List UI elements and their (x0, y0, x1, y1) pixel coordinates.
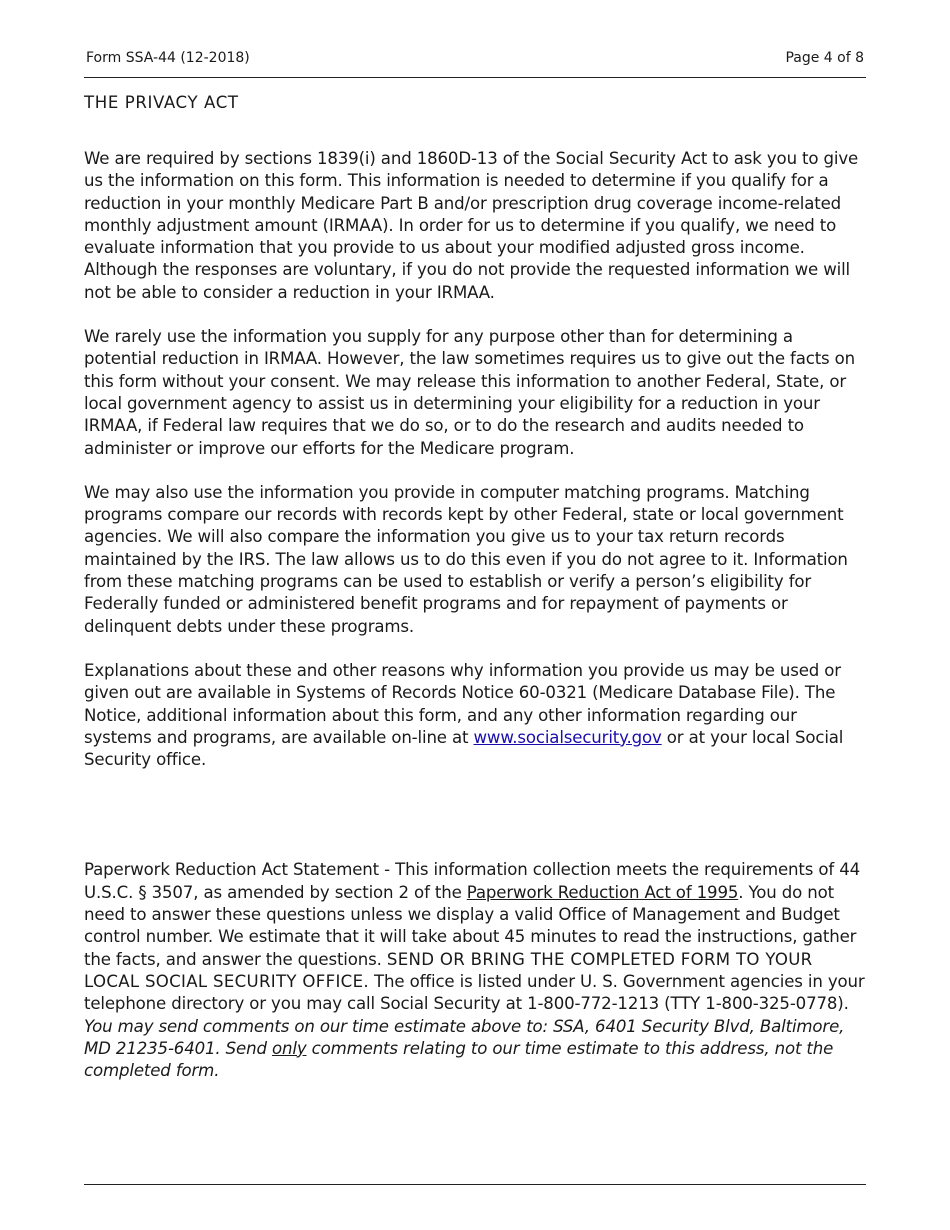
paperwork-comments-text: You may send comments on our time estimate above to: SSA, 6401 Security Blvd, Baltimore, MD 21235-6401. Send (84, 1016, 845, 1058)
footer-divider (84, 1184, 866, 1185)
page-header (84, 48, 866, 68)
paperwork-text-1: - This information collection meets the requirements of 44 U.S.C. § 3507, as amended by section 2 of the (84, 860, 861, 902)
paperwork-comments-tail: comments relating to our time estimate to this address, not the completed form. (84, 1038, 834, 1081)
socialsecurity-link[interactable]: www.socialsecurity.gov (473, 727, 662, 747)
privacy-act-title: THE PRIVACY ACT (84, 93, 239, 112)
privacy-paragraph-4 (84, 660, 868, 771)
paperwork-text-2: . You do not need to answer these questions unless we display a valid Office of Management and Budget control number. We estimate that it will take about 45 minutes to read the instructions, gather the facts, and answer the questions. (84, 882, 857, 969)
privacy-paragraph-3: We may also use the information you provide in computer matching programs. Matching programs compare our records with records kept by other Federal, state or local government agencies. We will also compare the information you give us to your tax return records maintained by the IRS. The law allows us to do this even if you do not agree to it. Information from these matching programs can be used to establish or verify a person’s eligibility for Federally funded or administered benefit programs and for repayment of payments or delinquent debts under these programs. (84, 482, 848, 636)
paperwork-send-instruction: SEND OR BRING THE COMPLETED FORM TO YOUR LOCAL SOCIAL SECURITY OFFICE. (84, 949, 813, 991)
paperwork-reduction-statement (84, 859, 868, 1082)
paperwork-act-reference: Paperwork Reduction Act of 1995 (466, 882, 739, 902)
header-divider (84, 77, 866, 78)
form-id: Form SSA-44 (12-2018) (86, 50, 250, 66)
privacy-p4-tail: or at your local Social Security office. (84, 727, 844, 770)
paperwork-only-emphasis: only (272, 1038, 307, 1058)
privacy-p4-text: Explanations about these and other reasons why information you provide us may be used or given out are available in Systems of Records Notice 60-0321 (Medicare Database File). The Notice, additional information about this form, and any other information regarding our systems and programs, are available on-line at (84, 660, 841, 747)
document-body (84, 91, 868, 1082)
paperwork-text-3: The office is listed under U. S. Government agencies in your telephone directory or you may call Social Security at 1-800-772-1213 (TTY 1-800-325-0778). (84, 971, 865, 1014)
privacy-paragraph-1: We are required by sections 1839(i) and 1860D-13 of the Social Security Act to ask you to give us the information on this form. This information is needed to determine if you qualify for a reduction in your monthly Medicare Part B and/or prescription drug coverage income-related monthly adjustment amount (IRMAA). In order for us to determine if you qualify, we need to evaluate information that you provide to us about your modified adjusted gross income. Although the responses are voluntary, if you do not provide the requested information we will not be able to consider a reduction in your IRMAA. (84, 149, 859, 302)
page-number: Page 4 of 8 (785, 50, 864, 66)
privacy-paragraph-2: We rarely use the information you supply for any purpose other than for determining a potential reduction in IRMAA. However, the law sometimes requires us to give out the facts on this form without your consent. We may release this information to another Federal, State, or local government agency to assist us in determining your eligibility for a reduction in your IRMAA, if Federal law requires that we do so, or to do the research and audits needed to administer or improve our efforts for the Medicare program. (84, 327, 856, 458)
paperwork-heading: Paperwork Reduction Act Statement (84, 860, 379, 880)
